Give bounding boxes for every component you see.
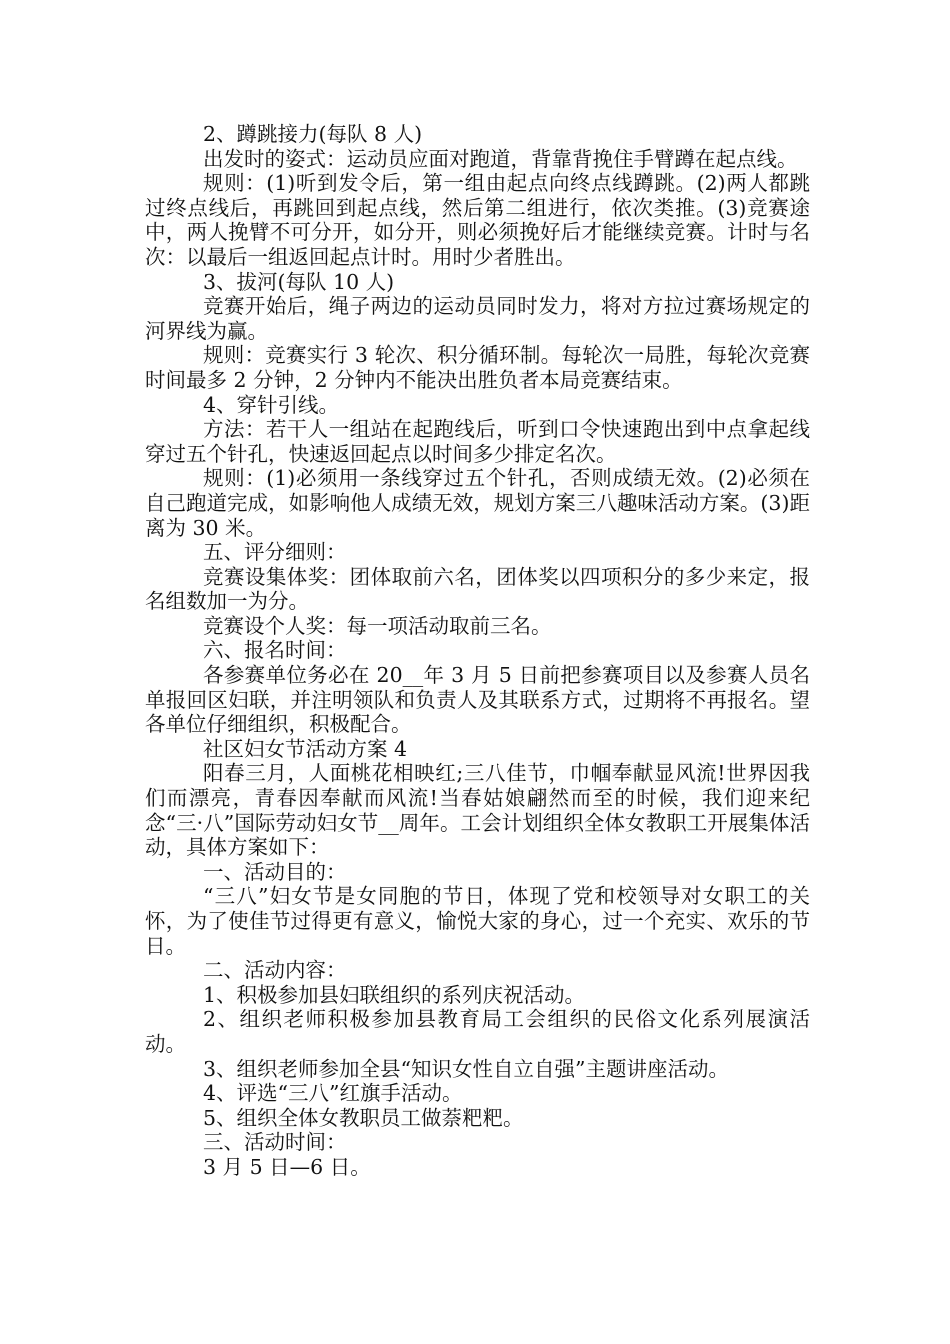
list-item: 2、组织老师积极参加县教育局工会组织的民俗文化系列展演活动。 <box>145 1007 810 1056</box>
paragraph: 规则：(1)听到发令后，第一组由起点向终点线蹲跳。(2)两人都跳过终点线后，再跳回到起点线，然后第二组进行，依次类推。(3)竞赛途中，两人挽臂不可分开，如分开，则必须挽好后才能继续竞赛。计时与名次：以最后一组返回起点计时。用时少者胜出。 <box>145 171 810 269</box>
paragraph: 阳春三月，人面桃花相映红;三八佳节，巾帼奉献显风流!世界因我们而漂亮，青春因奉献而风流!当春姑娘翩然而至的时候，我们迎来纪念“三·八”国际劳动妇女节__周年。工会计划组织全体女教职工开展集体活动，具体方案如下： <box>145 761 810 860</box>
section-heading: 二、活动内容： <box>203 958 347 983</box>
paragraph: 竞赛设个人奖：每一项活动取前三名。 <box>203 613 552 638</box>
list-item: 5、组织全体女教职员工做萘粑粑。 <box>203 1105 524 1130</box>
section-title: 社区妇女节活动方案 4 <box>203 736 408 761</box>
paragraph: 方法：若干人一组站在起跑线后，听到口令快速跑出到中点拿起线穿过五个针孔，快速返回起点以时间多少排定名次。 <box>145 417 810 466</box>
paragraph: 竞赛开始后，绳子两边的运动员同时发力，将对方拉过赛场规定的河界线为赢。 <box>145 294 810 343</box>
section-heading: 三、活动时间： <box>203 1130 347 1155</box>
list-item: 3、组织老师参加全县“知识女性自立自强”主题讲座活动。 <box>203 1056 730 1081</box>
section-heading: 六、报名时间： <box>203 638 347 663</box>
document-body <box>145 122 810 1180</box>
paragraph: 3、拔河(每队 10 人) <box>203 269 395 294</box>
paragraph: 3 月 5 日—6 日。 <box>203 1154 371 1179</box>
paragraph: 出发时的姿式：运动员应面对跑道，背靠背挽住手臂蹲在起点线。 <box>203 146 798 171</box>
paragraph: “三八”妇女节是女同胞的节日，体现了党和校领导对女职工的关怀，为了使佳节过得更有意义，愉悦大家的身心，过一个充实、欢乐的节日。 <box>145 884 810 958</box>
paragraph: 各参赛单位务必在 20__年 3 月 5 日前把参赛项目以及参赛人员名单报回区妇联，并注明领队和负责人及其联系方式，过期将不再报名。望各单位仔细组织，积极配合。 <box>145 663 810 737</box>
section-heading: 五、评分细则： <box>203 540 347 565</box>
list-item: 1、积极参加县妇联组织的系列庆祝活动。 <box>203 982 586 1007</box>
paragraph: 2、蹲跳接力(每队 8 人) <box>203 122 423 146</box>
paragraph: 规则：(1)必须用一条线穿过五个针孔，否则成绩无效。(2)必须在自己跑道完成，如影响他人成绩无效，规划方案三八趣味活动方案。(3)距离为 30 米。 <box>145 466 810 540</box>
section-heading: 一、活动目的： <box>203 859 347 884</box>
paragraph: 规则：竞赛实行 3 轮次、积分循环制。每轮次一局胜，每轮次竞赛时间最多 2 分钟，2 分钟内不能决出胜负者本局竞赛结束。 <box>145 343 810 392</box>
paragraph: 竞赛设集体奖：团体取前六名，团体奖以四项积分的多少来定，报名组数加一为分。 <box>145 564 810 614</box>
paragraph: 4、穿针引线。 <box>203 392 340 417</box>
list-item: 4、评选“三八”红旗手活动。 <box>203 1081 463 1106</box>
